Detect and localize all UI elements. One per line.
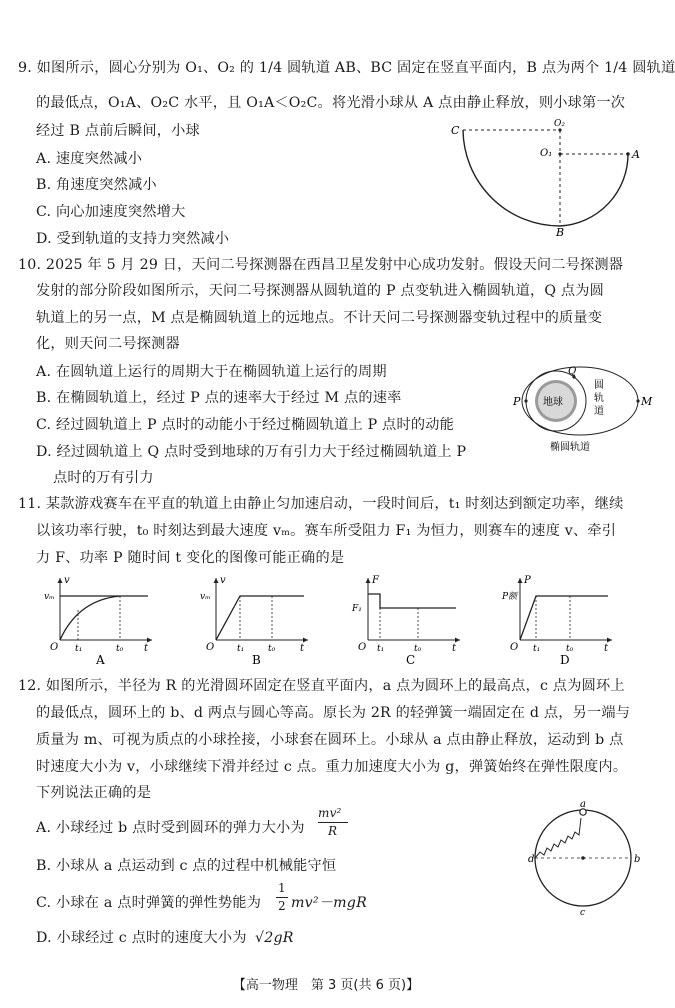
q10-option-a: A. 在圆轨道上运行的周期大于在椭圆轨道上运行的周期 — [36, 364, 387, 380]
svg-text:vₘ: vₘ — [44, 592, 55, 602]
svg-text:t₁: t₁ — [75, 644, 83, 654]
q12-option-c-fracbar — [276, 897, 288, 898]
q12-stem-line4: 时速度大小为 v，小球继续下滑并经过 c 点。重力加速度大小为 g，弹簧始终在弹性限度内。 — [36, 759, 628, 775]
q12-option-a: A. 小球经过 b 点时受到圆环的弹力大小为 — [36, 820, 305, 836]
q9-arc-ab — [560, 154, 628, 226]
q12-option-c-den: 2 — [278, 899, 286, 913]
svg-text:v: v — [220, 575, 226, 586]
q11-stem-line3: 力 F、功率 P 随时间 t 变化的图像可能正确的是 — [36, 550, 345, 566]
svg-text:t₀: t₀ — [566, 644, 574, 654]
svg-text:v: v — [64, 575, 70, 586]
q12-stem-line1: 12. 如图所示，半径为 R 的光滑圆环固定在竖直平面内，a 点为圆环上的最高点，c 点为圆环上 — [18, 678, 625, 694]
q9-option-c: C. 向心加速度突然增大 — [36, 204, 186, 220]
q10-stem-line2: 发射的部分阶段如图所示，天问二号探测器从圆轨道的 P 点变轨进入椭圆轨道，Q 点为圆 — [36, 283, 605, 299]
q12-option-c-num: 1 — [278, 881, 286, 895]
q12-option-c-rest: mv²－mgR — [291, 895, 367, 911]
q9-label-a: A — [632, 148, 640, 161]
q9-stem-line2: 的最低点，O₁A、O₂C 水平，且 O₁A＜O₂C。将光滑小球从 A 点由静止释放，则小球第一次 — [36, 95, 626, 111]
q12-label-b: b — [634, 854, 641, 865]
q9-figure — [448, 118, 648, 238]
q10-option-c: C. 经过圆轨道上 P 点时的动能小于经过椭圆轨道上 P 点时的动能 — [36, 417, 454, 433]
svg-text:F₁: F₁ — [352, 604, 362, 614]
q12-option-a-num: mv² — [318, 806, 342, 820]
q10-option-d: D. 经过圆轨道上 Q 点时受到地球的万有引力大于经过椭圆轨道上 P — [36, 444, 467, 460]
svg-text:t: t — [300, 643, 305, 654]
q12-label-c: c — [580, 908, 586, 918]
q12-label-a: a — [580, 799, 586, 810]
q12-figure — [528, 800, 644, 916]
q12-spring — [535, 818, 581, 858]
q9-stem-line1: 9. 如图所示，圆心分别为 O₁、O₂ 的 1/4 圆轨道 AB、BC 固定在竖直平面内，B 点为两个 1/4 圆轨道 — [18, 60, 675, 76]
q9-option-d: D. 受到轨道的支持力突然减小 — [36, 231, 230, 247]
q9-option-b: B. 角速度突然减小 — [36, 177, 157, 193]
q9-arc-bc — [463, 130, 560, 226]
q10-stem-line3: 轨道上的另一点，M 点是椭圆轨道上的远地点。不计天问二号探测器变轨过程中的质量变 — [36, 310, 603, 326]
q12-option-a-fracbar — [318, 822, 348, 823]
svg-text:t₁: t₁ — [237, 644, 245, 654]
svg-text:t₀: t₀ — [116, 644, 124, 654]
q10-option-b: B. 在椭圆轨道上，经过 P 点的速率大于经过 M 点的速率 — [36, 390, 402, 406]
q9-stem-line3: 经过 B 点前后瞬间，小球 — [36, 123, 200, 139]
q11-stem-line2: 以该功率行驶，t₀ 时刻达到最大速度 vₘ。赛车所受阻力 F₁ 为恒力，则赛车的速度 v、牵引 — [36, 523, 617, 539]
q10-circle-orbit-label: 圆轨道 — [594, 380, 604, 417]
q12-option-d: D. 小球经过 c 点时的速度大小为 — [36, 930, 247, 946]
page-footer: 【高一物理 第 3 页(共 6 页)】 — [232, 978, 420, 993]
svg-text:O: O — [50, 642, 59, 653]
svg-text:O: O — [510, 642, 519, 653]
q10-option-d-cont: 点时的万有引力 — [53, 470, 154, 486]
svg-text:vₘ: vₘ — [200, 592, 211, 602]
svg-text:t₀: t₀ — [268, 644, 276, 654]
q9-option-a: A. 速度突然减小 — [36, 151, 143, 167]
svg-text:t: t — [604, 643, 609, 654]
q12-option-a-den: R — [328, 824, 338, 838]
q11-graph-c-letter: C — [406, 653, 416, 667]
q12-option-c: C. 小球在 a 点时弹簧的弹性势能为 — [36, 895, 262, 911]
q10-figure — [510, 360, 653, 460]
svg-text:O: O — [206, 642, 215, 653]
q9-label-o1: O₁ — [540, 148, 553, 159]
q10-stem-line4: 化，则天问二号探测器 — [36, 336, 180, 352]
svg-text:t: t — [452, 643, 457, 654]
svg-text:t₁: t₁ — [533, 644, 541, 654]
q12-stem-line5: 下列说法正确的是 — [36, 785, 152, 801]
q9-label-b: B — [556, 226, 565, 239]
q11-stem-line1: 11. 某款游戏赛车在平直的轨道上由静止匀加速启动，一段时间后，t₁ 时刻达到额定功率，继续 — [18, 496, 624, 512]
q11-graph-b-letter: B — [252, 653, 261, 667]
q11-graph-b — [196, 574, 316, 666]
q10-earth-label: 地球 — [543, 397, 563, 408]
q10-label-p: P — [513, 395, 521, 408]
q10-ellipse-orbit-label: 椭圆轨道 — [550, 442, 590, 453]
q10-label-m: M — [641, 395, 653, 408]
q10-label-q: Q — [568, 366, 577, 377]
svg-text:t: t — [144, 643, 149, 654]
q11-graph-d — [500, 574, 620, 666]
q12-option-d-value: √2gR — [255, 930, 294, 946]
svg-text:P: P — [524, 575, 531, 586]
svg-text:t₀: t₀ — [414, 644, 422, 654]
q11-graph-c — [348, 574, 468, 666]
q12-stem-line3: 质量为 m、可视为质点的小球拴接，小球套在圆环上。小球从 a 点由静止释放，运动到 b 点 — [36, 732, 624, 748]
q9-label-o2: O₂ — [554, 119, 565, 129]
svg-text:F: F — [372, 575, 379, 586]
q12-option-b: B. 小球从 a 点运动到 c 点的过程中机械能守恒 — [36, 858, 337, 874]
q11-graph-a-letter: A — [96, 653, 105, 667]
q12-label-d: d — [528, 854, 535, 865]
svg-text:P额: P额 — [502, 592, 518, 602]
svg-text:t₁: t₁ — [377, 644, 385, 654]
q9-label-c: C — [451, 124, 460, 137]
q11-graph-d-letter: D — [560, 653, 570, 667]
q12-stem-line2: 的最低点，圆环上的 b、d 两点与圆心等高。原长为 2R 的轻弹簧一端固定在 d 点，另一端与 — [36, 705, 631, 721]
svg-text:O: O — [358, 642, 367, 653]
q11-graph-a — [40, 574, 160, 666]
q10-stem-line1: 10. 2025 年 5 月 29 日，天问二号探测器在西昌卫星发射中心成功发射。假设天问二号探测器 — [18, 257, 624, 273]
q10-circle-orbit-char1: 圆 — [594, 380, 604, 391]
